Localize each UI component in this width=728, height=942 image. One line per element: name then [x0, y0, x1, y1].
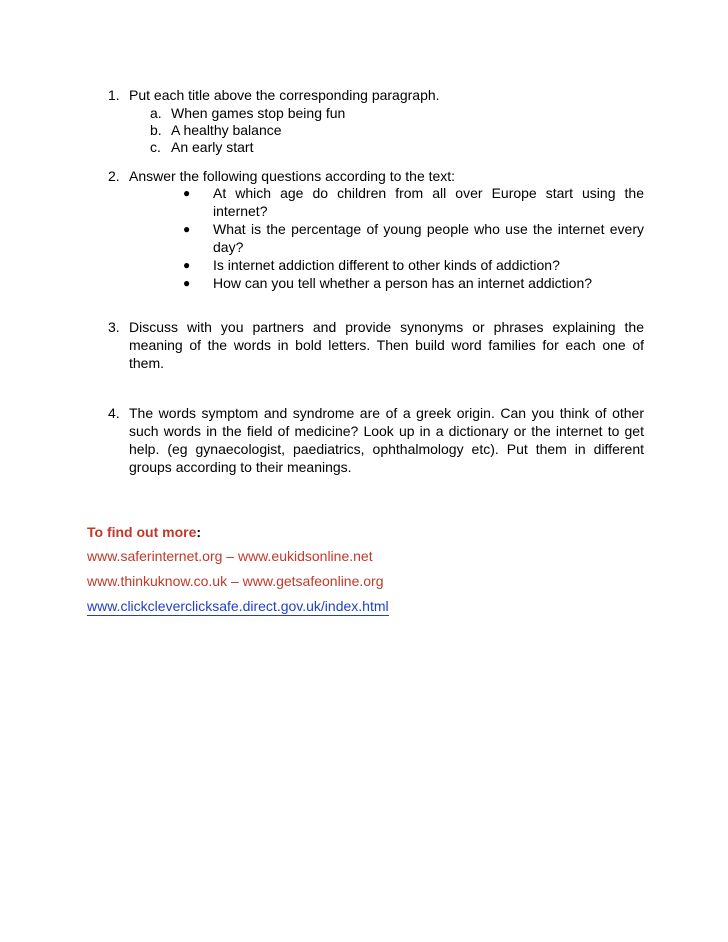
bullet-text-line: day?: [213, 239, 244, 255]
find-out-more-heading: [87, 523, 201, 541]
question-text: Answer the following questions according to the text:: [129, 168, 456, 184]
question-2-bullets: [183, 184, 644, 292]
bullet-text-line: Is internet addiction different to other kinds of addiction?: [213, 257, 560, 273]
bullet-text-line: How can you tell whether a person has an internet addiction?: [213, 275, 593, 291]
bullet-dot-icon: ●: [183, 186, 191, 200]
question-number: 2.: [108, 168, 120, 184]
heading-text: To find out more: [87, 524, 197, 540]
question-text-line: Discuss with you partners and provide synonyms or phrases explaining the: [129, 319, 644, 335]
question-text-line: such words in the field of medicine? Look up in a dictionary or the internet to get: [129, 423, 644, 439]
bullet-item: [183, 256, 644, 274]
question-text-line: help. (eg gynaecologist, paediatrics, ophthalmology etc). Put them in different: [129, 441, 644, 457]
option-label: c.: [150, 139, 161, 155]
question-number: 1.: [108, 87, 120, 103]
heading-colon: :: [196, 524, 202, 540]
bullet-text-line: At which age do children from all over Europe start using the: [213, 185, 644, 201]
question-2: [108, 167, 644, 185]
question-text: Put each title above the corresponding paragraph.: [129, 87, 440, 103]
bullet-item: [183, 184, 644, 220]
bullet-dot-icon: ●: [183, 258, 191, 272]
question-text-line: them.: [129, 355, 165, 371]
question-text-line: groups according to their meanings.: [129, 459, 352, 475]
question-3: [108, 318, 644, 372]
bullet-item: [183, 274, 644, 292]
option-text: A healthy balance: [171, 122, 282, 138]
option-text: An early start: [171, 139, 254, 155]
option-text: When games stop being fun: [171, 105, 346, 121]
bullet-item: [183, 220, 644, 256]
option-label: b.: [150, 122, 162, 138]
bullet-dot-icon: ●: [183, 276, 191, 290]
question-number: 3.: [108, 319, 120, 335]
question-4: [108, 404, 644, 476]
option-a: [150, 104, 345, 122]
bullet-text-line: internet?: [213, 203, 268, 219]
bullet-dot-icon: ●: [183, 222, 191, 236]
link-saferinternet-eukidsonline[interactable]: www.saferinternet.org – www.eukidsonline.net: [87, 548, 373, 564]
link-thinkuknow-getsafeonline[interactable]: www.thinkuknow.co.uk – www.getsafeonline.org: [87, 573, 384, 589]
option-c: [150, 138, 253, 156]
option-b: [150, 121, 282, 139]
question-text-line: meaning of the words in bold letters. Then build word families for each one of: [129, 337, 644, 353]
question-number: 4.: [108, 405, 120, 421]
bullet-text-line: What is the percentage of young people who use the internet every: [213, 221, 644, 237]
link-clickcleverclicksafe[interactable]: www.clickcleverclicksafe.direct.gov.uk/index.html: [87, 598, 389, 614]
question-text-line: The words symptom and syndrome are of a greek origin. Can you think of other: [129, 405, 644, 421]
question-1: [108, 86, 644, 104]
option-label: a.: [150, 105, 162, 121]
